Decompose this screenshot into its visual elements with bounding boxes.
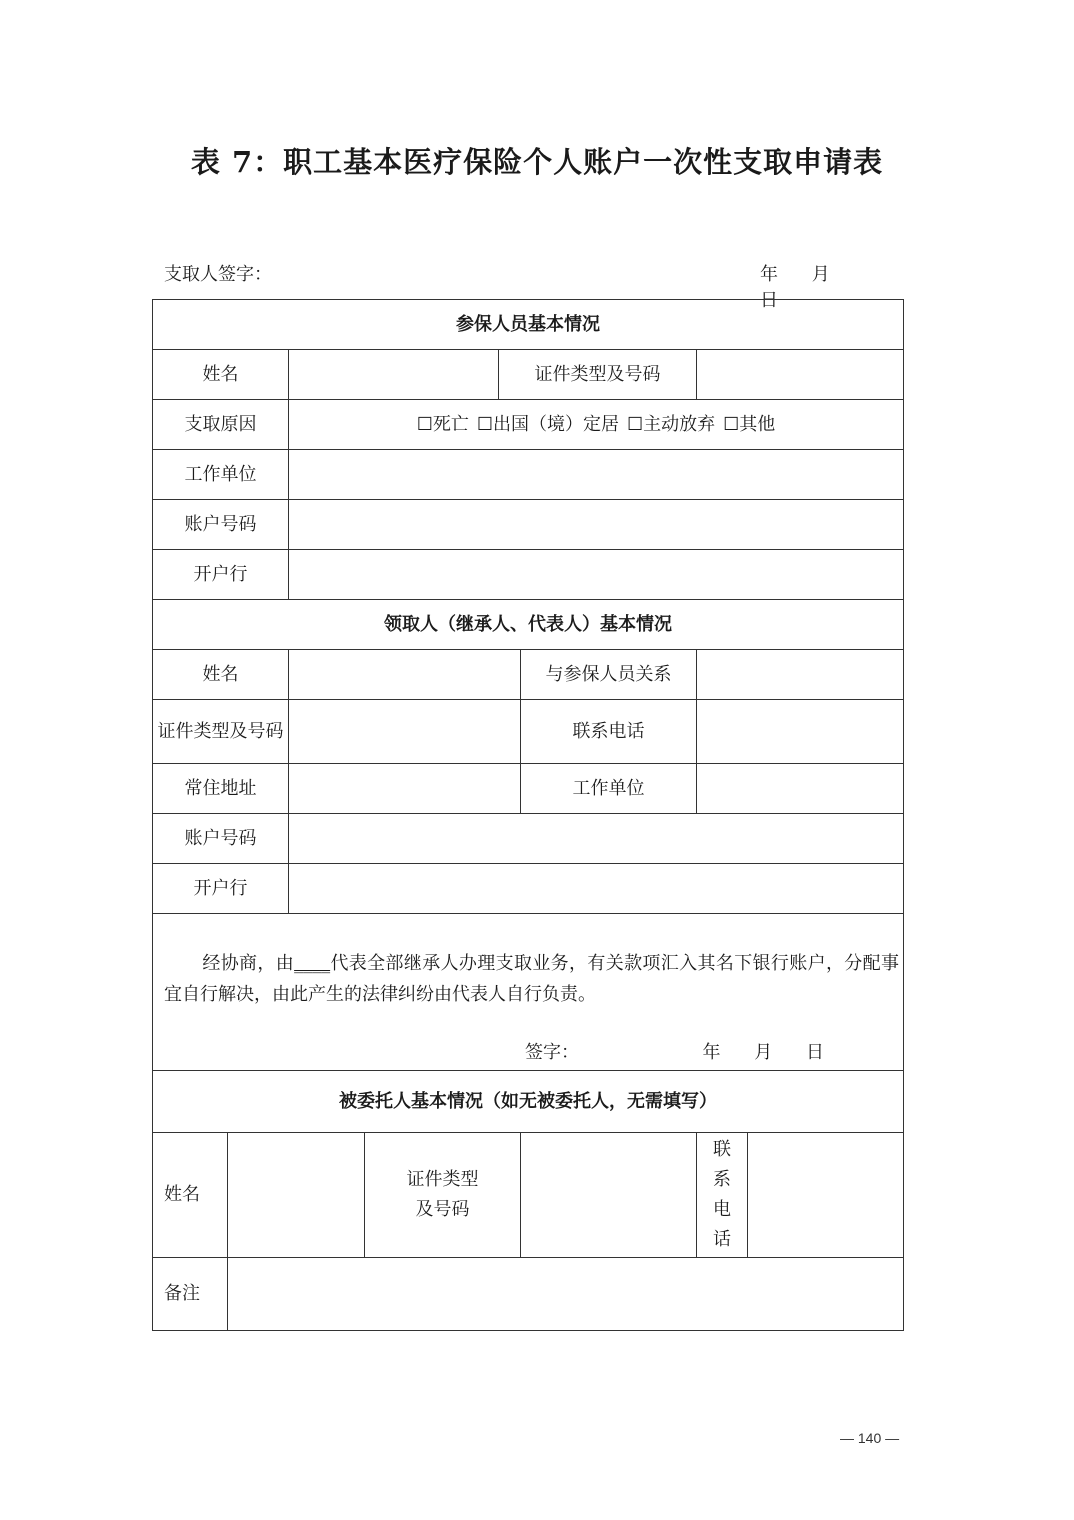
remarks-field[interactable] <box>228 1258 904 1331</box>
recipient-phone-label: 联系电话 <box>521 700 697 764</box>
delegate-phone-char-4: 话 <box>713 1229 731 1250</box>
delegate-phone-char-3: 电 <box>713 1199 731 1220</box>
reason-option-voluntary[interactable]: ☐主动放弃 <box>627 413 716 435</box>
day-label: 日 <box>760 290 778 311</box>
delegate-id-label <box>365 1133 521 1258</box>
reason-option-emigration[interactable]: ☐出国（境）定居 <box>476 413 619 435</box>
recipient-account-label: 账户号码 <box>152 814 289 864</box>
insured-name-field[interactable] <box>289 350 499 400</box>
application-form-table <box>152 299 904 1331</box>
insured-id-label: 证件类型及号码 <box>499 350 697 400</box>
recipient-relation-label: 与参保人员关系 <box>521 650 697 700</box>
recipient-name-field[interactable] <box>289 650 521 700</box>
agreement-sign-date <box>702 1042 851 1063</box>
reason-option-death[interactable]: ☐死亡 <box>416 413 469 435</box>
agreement-day-label: 日 <box>805 1042 824 1063</box>
delegate-phone-char-1: 联 <box>713 1139 731 1160</box>
insured-employer-label: 工作单位 <box>152 450 289 500</box>
section-delegate-header: 被委托人基本情况（如无被委托人，无需填写） <box>152 1071 904 1133</box>
withdrawal-reason-label: 支取原因 <box>152 400 289 450</box>
recipient-relation-field[interactable] <box>697 650 904 700</box>
insured-id-field[interactable] <box>697 350 904 400</box>
insured-bank-label: 开户行 <box>152 550 289 600</box>
agreement-signature <box>525 1038 852 1064</box>
representative-agreement <box>152 914 904 1071</box>
section-recipient-header: 领取人（继承人、代表人）基本情况 <box>152 600 904 650</box>
remarks-label: 备注 <box>152 1258 228 1331</box>
recipient-id-label: 证件类型及号码 <box>152 700 289 764</box>
agreement-month-label: 月 <box>754 1042 773 1063</box>
form-title: 表 7：职工基本医疗保险个人账户一次性支取申请表 <box>190 145 884 179</box>
recipient-employer-field[interactable] <box>697 764 904 814</box>
recipient-account-field[interactable] <box>289 814 904 864</box>
delegate-name-label: 姓名 <box>152 1133 228 1258</box>
agreement-year-label: 年 <box>702 1042 721 1063</box>
agreement-text-after: 代表全部继承人办理支取业务，有关款项汇入其名下银行账户，分配事宜自行解决，由此产生的法律纠纷由代表人自行负责。 <box>164 953 899 1005</box>
insured-bank-field[interactable] <box>289 550 904 600</box>
agreement-text-before: 经协商，由 <box>202 953 295 974</box>
delegate-id-label-line1: 证件类型 <box>406 1169 479 1190</box>
insured-account-label: 账户号码 <box>152 500 289 550</box>
representative-blank[interactable]: ____ <box>294 953 331 974</box>
reason-option-other[interactable]: ☐其他 <box>723 413 776 435</box>
recipient-employer-label: 工作单位 <box>521 764 697 814</box>
page-number: — 140 — <box>840 1430 900 1446</box>
year-label: 年 <box>760 264 778 285</box>
delegate-name-field[interactable] <box>228 1133 365 1258</box>
month-label: 月 <box>811 264 830 285</box>
recipient-address-label: 常住地址 <box>152 764 289 814</box>
recipient-bank-label: 开户行 <box>152 864 289 914</box>
recipient-bank-field[interactable] <box>289 864 904 914</box>
agreement-sign-label: 签字： <box>525 1042 579 1063</box>
applicant-signature-line <box>164 260 904 311</box>
recipient-address-field[interactable] <box>289 764 521 814</box>
delegate-phone-field[interactable] <box>748 1133 904 1258</box>
agreement-text <box>164 948 899 1010</box>
delegate-phone-label <box>697 1133 748 1258</box>
insured-name-label: 姓名 <box>152 350 289 400</box>
recipient-name-label: 姓名 <box>152 650 289 700</box>
delegate-id-label-line2: 及号码 <box>415 1199 470 1220</box>
applicant-signature-label: 支取人签字： <box>164 264 272 285</box>
delegate-phone-char-2: 系 <box>713 1169 731 1190</box>
insured-employer-field[interactable] <box>289 450 904 500</box>
delegate-id-field[interactable] <box>521 1133 697 1258</box>
section-insured-header: 参保人员基本情况 <box>152 299 904 350</box>
withdrawal-reason-options <box>289 400 904 450</box>
recipient-phone-field[interactable] <box>697 700 904 764</box>
insured-account-field[interactable] <box>289 500 904 550</box>
recipient-id-field[interactable] <box>289 700 521 764</box>
